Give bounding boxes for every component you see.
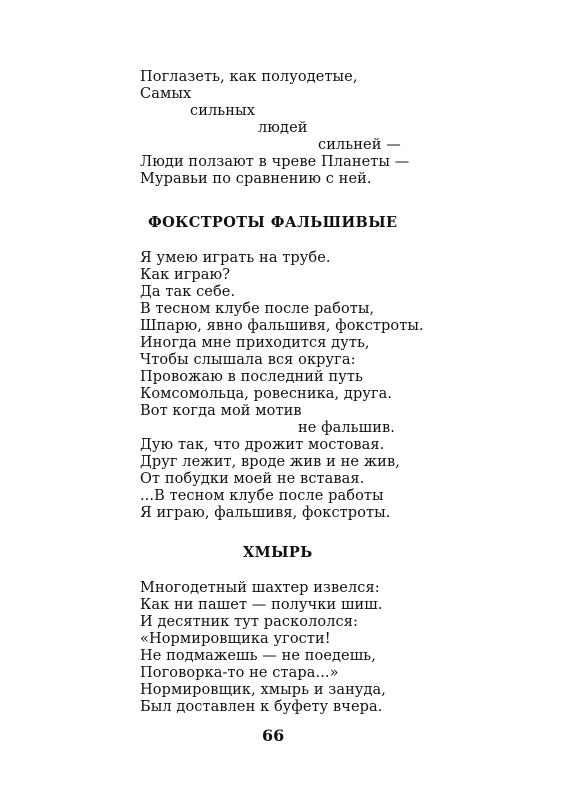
poem-line: Дую так, что дрожит мостовая. [140, 437, 385, 453]
poem-line: Самых [140, 86, 192, 102]
poem-line: Люди ползают в чреве Планеты — [140, 154, 410, 170]
poem-line: Иногда мне приходится дуть, [140, 335, 370, 351]
poem-line: Был доставлен к буфету вчера. [140, 699, 383, 715]
poem-line: Поговорка-то не стара...» [140, 665, 339, 681]
poem-line: Я умею играть на трубе. [140, 250, 331, 266]
poem-line: Вот когда мой мотив [140, 403, 302, 419]
poem-line: Муравьи по сравнению с ней. [140, 171, 372, 187]
poem-line: Как играю? [140, 267, 231, 283]
poem-line: сильней — [318, 137, 401, 153]
poem-line: Шпарю, явно фальшивя, фокстроты. [140, 318, 424, 334]
poem-line: «Нормировщика угости! [140, 631, 331, 647]
poem-line: И десятник тут раскололся: [140, 614, 358, 630]
poem-title: ХМЫРЬ [243, 544, 313, 561]
poem-title: ФОКСТРОТЫ ФАЛЬШИВЫЕ [148, 214, 398, 231]
poem-line: Как ни пашет — получки шиш. [140, 597, 383, 613]
poem-line: От побудки моей не вставая. [140, 471, 365, 487]
poem-line: Не подмажешь — не поедешь, [140, 648, 377, 664]
poem-line: Чтобы слышала вся округа: [140, 352, 356, 368]
poem-line: В тесном клубе после работы, [140, 301, 375, 317]
poem-line: Поглазеть, как полуодетые, [140, 69, 358, 85]
poem-line: не фальшив. [298, 420, 395, 436]
poem-line: Комсомольца, ровесника, друга. [140, 386, 393, 402]
page-number: 66 [262, 726, 285, 745]
poem-line: Да так себе. [140, 284, 236, 300]
poem-line: Я играю, фальшивя, фокстроты. [140, 505, 391, 521]
poem-line: сильных [190, 103, 255, 119]
poem-line: ...В тесном клубе после работы [140, 488, 384, 504]
poem-line: Провожаю в последний путь [140, 369, 363, 385]
poem-line: людей [258, 120, 308, 136]
poem-line: Друг лежит, вроде жив и не жив, [140, 454, 400, 470]
poem-line: Многодетный шахтер извелся: [140, 580, 380, 596]
poem-line: Нормировщик, хмырь и зануда, [140, 682, 386, 698]
